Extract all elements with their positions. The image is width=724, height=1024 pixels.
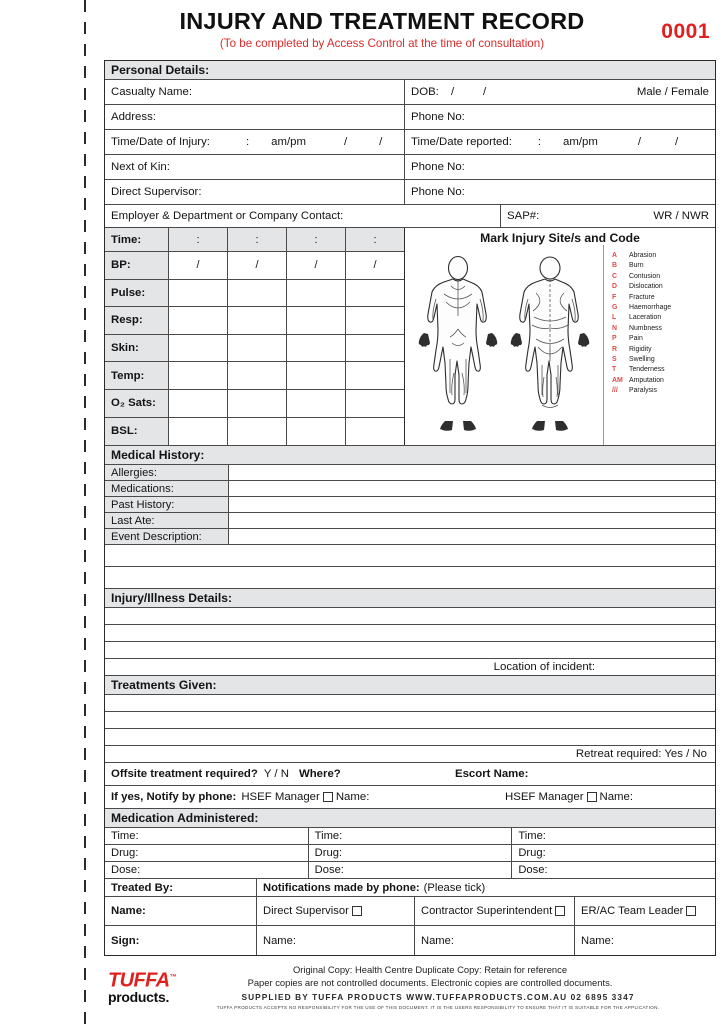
legend-code: L [612, 314, 617, 322]
reported-colon: : [537, 136, 542, 148]
body-figure-posterior-icon[interactable] [506, 255, 594, 435]
vitals-label-pulse: Pulse: [105, 280, 169, 307]
vitals-time-2[interactable]: : [228, 228, 287, 251]
legend-code: R [612, 345, 617, 353]
vitals-bsl-1[interactable] [169, 418, 228, 446]
row-notify-by-phone[interactable] [105, 786, 715, 809]
row-retreat-required[interactable] [105, 746, 715, 763]
label-past-history: Past History: [105, 497, 229, 512]
contact-name-1[interactable]: Name: [257, 926, 415, 955]
label-offsite-where: Where? [298, 768, 341, 781]
vitals-row-skin[interactable] [105, 335, 404, 363]
form-body [104, 60, 716, 956]
legend-item [612, 355, 715, 365]
legend-label: Tenderness [629, 366, 665, 374]
section-treatments-given: Treatments Given: [105, 676, 715, 695]
label-time-date-injury: Time/Date of Injury: [111, 136, 210, 148]
legend-label: Rigidity [629, 345, 652, 353]
vitals-bsl-3[interactable] [287, 418, 346, 446]
vitals-skin-1[interactable] [169, 335, 228, 362]
footer-copy-line: Original Copy: Health Centre Duplicate Copy: Retain for reference [292, 964, 568, 975]
vitals-pulse-3[interactable] [287, 280, 346, 307]
legend-code: C [612, 272, 617, 280]
vitals-row-resp[interactable] [105, 307, 404, 335]
label-hsef-name-1[interactable]: Name: [335, 791, 370, 804]
page-subtitle: (To be completed by Access Control at the time of consultation) [219, 37, 545, 50]
legend-label: Abrasion [629, 252, 657, 259]
vitals-label-bsl: BSL: [105, 418, 169, 446]
legend-item [612, 345, 715, 355]
injury-code-legend [603, 245, 715, 445]
legend-label: Swelling [629, 356, 655, 364]
row-treated-by-name[interactable] [105, 897, 715, 926]
label-time-date-reported: Time/Date reported: [411, 136, 512, 148]
contact-label-3: ER/AC Team Leader [581, 905, 684, 918]
dob-sep-2: / [483, 86, 487, 98]
legend-item [612, 313, 715, 323]
vitals-temp-2[interactable] [228, 362, 287, 389]
legend-item [612, 261, 715, 271]
footer-disclaimer: TUFFA PRODUCTS ACCEPTS NO RESPONSIBILITY FOR THE USE OF THIS DOCUMENT. IT IS THE USERS RESPONSIBILITY TO ENSURE THAT IT IS SUITABLE FOR THE APPLICATION. [216, 1005, 660, 1010]
vitals-bp-1[interactable]: / [169, 252, 228, 279]
vitals-row-bsl[interactable] [105, 418, 404, 446]
vitals-bp-3[interactable]: / [287, 252, 346, 279]
vitals-temp-4[interactable] [346, 362, 404, 389]
contact-name-2[interactable]: Name: [415, 926, 575, 955]
label-hsef-manager-2: HSEF Manager [505, 791, 584, 804]
body-map-caption: Mark Injury Site/s and Code [480, 231, 640, 245]
legend-label: Paralysis [629, 387, 657, 395]
body-figure-anterior-icon[interactable] [414, 255, 502, 435]
treatment-line-1[interactable] [105, 695, 715, 712]
document-footer [104, 963, 716, 1010]
vitals-bsl-4[interactable] [346, 418, 404, 446]
med-dose-3[interactable]: Dose: [518, 864, 548, 877]
field-phone-no-1[interactable]: Phone No: [411, 111, 465, 123]
legend-label: Pain [629, 335, 643, 343]
vitals-time-3[interactable]: : [287, 228, 346, 251]
legend-code: B [612, 262, 617, 270]
row-location-of-incident[interactable] [105, 659, 715, 676]
vitals-resp-1[interactable] [169, 307, 228, 334]
section-medication-administered: Medication Administered: [105, 809, 715, 828]
legend-item [612, 334, 715, 344]
reported-slash-2: / [675, 136, 679, 148]
row-medications[interactable] [105, 481, 715, 497]
contact-er-ac-team-leader[interactable] [575, 897, 715, 925]
field-employer[interactable]: Employer & Department or Company Contact: [105, 205, 501, 227]
legend-label: Amputation [629, 376, 664, 384]
label-sign[interactable]: Sign: [105, 926, 257, 955]
field-address[interactable]: Address: [105, 105, 405, 129]
serial-number: 0001 [661, 20, 710, 43]
injury-colon: : [245, 136, 250, 148]
label-offsite-question: Offsite treatment required? [111, 768, 258, 781]
row-direct-supervisor[interactable] [105, 180, 715, 205]
field-time-date-reported[interactable] [405, 130, 715, 154]
vitals-row-time[interactable] [105, 228, 404, 252]
input-medications[interactable] [229, 481, 715, 496]
vitals-label-temp: Temp: [105, 362, 169, 389]
body-map-panel [405, 228, 715, 445]
label-medications: Medications: [105, 481, 229, 496]
field-escort-name[interactable]: Escort Name: [455, 768, 529, 781]
row-address[interactable] [105, 105, 715, 130]
field-time-date-injury[interactable] [105, 130, 405, 154]
field-next-of-kin[interactable]: Next of Kin: [105, 155, 405, 179]
legend-item [612, 324, 715, 334]
vitals-resp-3[interactable] [287, 307, 346, 334]
vitals-resp-2[interactable] [228, 307, 287, 334]
med-time-1[interactable]: Time: [105, 828, 309, 844]
legend-label: Contusion [629, 272, 661, 280]
legend-item [612, 251, 715, 261]
vitals-temp-1[interactable] [169, 362, 228, 389]
logo-tuffa-text: TUFFA™ [108, 969, 176, 992]
med-drug-1[interactable]: Drug: [105, 845, 309, 861]
vitals-skin-3[interactable] [287, 335, 346, 362]
legend-code: A [612, 252, 617, 259]
vitals-bp-4[interactable]: / [373, 259, 377, 272]
injury-slash-2: / [379, 136, 383, 148]
legend-label: Fracture [629, 293, 655, 301]
legend-item [612, 365, 715, 375]
label-allergies: Allergies: [105, 465, 229, 480]
footer-controlled-line: Paper copies are not controlled documents. Electronic copies are controlled documents. [247, 977, 613, 988]
label-name[interactable]: Name: [105, 897, 257, 925]
vitals-pulse-1[interactable] [169, 280, 228, 307]
label-notify-by-phone: If yes, Notify by phone: [111, 791, 237, 804]
document-header [104, 8, 716, 50]
vitals-and-bodymap [105, 228, 715, 446]
injury-ampm: am/pm [271, 136, 306, 148]
vitals-pulse-2[interactable] [228, 280, 287, 307]
body-figures[interactable] [405, 245, 603, 445]
section-personal-details: Personal Details: [105, 61, 715, 80]
row-time-date-injury[interactable] [105, 130, 715, 155]
field-offsite-treatment[interactable] [105, 763, 449, 785]
injury-line-2[interactable] [105, 625, 715, 642]
injury-line-3[interactable] [105, 642, 715, 659]
checkbox-contractor-superintendent[interactable] [555, 906, 565, 916]
field-phone-no-2[interactable]: Phone No: [411, 161, 465, 173]
contact-label-2: Contractor Superintendent [421, 905, 553, 918]
field-dob-label: DOB: [411, 86, 439, 98]
vitals-table [105, 228, 405, 445]
vitals-temp-3[interactable] [287, 362, 346, 389]
legend-label: Dislocation [629, 283, 663, 291]
legend-code: T [612, 366, 617, 374]
legend-item [612, 293, 715, 303]
contact-direct-supervisor[interactable] [257, 897, 415, 925]
field-notify-hsef-1[interactable] [105, 786, 475, 808]
legend-code: D [612, 283, 617, 291]
med-time-2[interactable]: Time: [309, 828, 513, 844]
vitals-o2-3[interactable] [287, 390, 346, 417]
row-medication-time[interactable] [105, 828, 715, 845]
legend-label: Burn [629, 262, 644, 270]
field-wr-nwr[interactable]: WR / NWR [653, 210, 709, 222]
legend-code: G [612, 304, 618, 312]
section-injury-details: Injury/Illness Details: [105, 589, 715, 608]
row-offsite-treatment[interactable] [105, 763, 715, 786]
vitals-o2-2[interactable] [228, 390, 287, 417]
vitals-skin-2[interactable] [228, 335, 287, 362]
label-treated-by: Treated By: [105, 879, 257, 896]
legend-item [612, 376, 715, 386]
event-description-line-2[interactable] [105, 545, 715, 567]
treatment-line-2[interactable] [105, 712, 715, 729]
legend-item [612, 272, 715, 282]
section-medical-history: Medical History: [105, 446, 715, 465]
tuffa-logo [108, 969, 212, 1004]
vitals-bsl-2[interactable] [228, 418, 287, 446]
legend-code: F [612, 293, 617, 301]
legend-code: AM [612, 376, 623, 384]
med-drug-2[interactable]: Drug: [309, 845, 513, 861]
vitals-label-resp: Resp: [105, 307, 169, 334]
vitals-label-time: Time: [105, 228, 169, 251]
legend-label: Laceration [629, 314, 662, 322]
med-dose-2[interactable]: Dose: [309, 862, 513, 878]
legend-item [612, 303, 715, 313]
injury-slash-1: / [343, 136, 348, 148]
perforation-line [84, 0, 86, 1024]
offsite-yn[interactable]: Y / N [263, 768, 289, 781]
checkbox-hsef-manager-2[interactable] [587, 792, 597, 802]
treatment-line-3[interactable] [105, 729, 715, 746]
vitals-pulse-4[interactable] [346, 280, 404, 307]
contact-contractor-superintendent[interactable] [415, 897, 575, 925]
label-last-ate: Last Ate: [105, 513, 229, 528]
legend-code: S [612, 356, 617, 364]
med-time-3[interactable]: Time: [518, 830, 546, 843]
field-direct-supervisor[interactable]: Direct Supervisor: [105, 180, 405, 204]
vitals-label-skin: Skin: [105, 335, 169, 362]
row-next-of-kin[interactable] [105, 155, 715, 180]
row-treated-by-sign[interactable] [105, 926, 715, 955]
notifications-hint: (Please tick) [423, 881, 486, 894]
row-casualty-name[interactable] [105, 80, 715, 105]
contact-name-3[interactable]: Name: [581, 934, 614, 947]
logo-products-text: products. [108, 988, 170, 1005]
vitals-time-4[interactable]: : [346, 228, 404, 251]
legend-code: /// [612, 387, 618, 395]
notifications-heading: Notifications made by phone: [263, 881, 420, 894]
field-sap[interactable]: SAP#: [507, 210, 540, 222]
legend-code: N [612, 324, 617, 332]
event-description-line-3[interactable] [105, 567, 715, 589]
checkbox-hsef-manager-1[interactable] [323, 792, 333, 802]
vitals-bp-2[interactable]: / [228, 252, 287, 279]
row-treated-by-header [105, 879, 715, 897]
input-past-history[interactable] [229, 497, 715, 512]
vitals-label-bp: BP: [105, 252, 169, 279]
page-title: INJURY AND TREATMENT RECORD [179, 8, 585, 34]
label-retreat-required[interactable]: Retreat required: Yes / No [575, 748, 707, 761]
reported-ampm: am/pm [563, 136, 598, 148]
injury-line-1[interactable] [105, 608, 715, 625]
checkbox-er-ac-team-leader[interactable] [686, 906, 696, 916]
vitals-o2-1[interactable] [169, 390, 228, 417]
input-event-description[interactable] [229, 529, 715, 544]
vitals-row-pulse[interactable] [105, 280, 404, 308]
legend-item [612, 282, 715, 292]
vitals-skin-4[interactable] [346, 335, 404, 362]
row-event-description[interactable] [105, 529, 715, 545]
reported-slash-1: / [637, 136, 642, 148]
row-employer[interactable] [105, 205, 715, 228]
field-casualty-name[interactable]: Casualty Name: [105, 80, 405, 104]
vitals-row-o2-sats[interactable] [105, 390, 404, 418]
input-allergies[interactable] [229, 465, 715, 480]
med-dose-1[interactable]: Dose: [105, 862, 309, 878]
legend-item [612, 386, 715, 396]
field-notify-hsef-2[interactable] [475, 786, 715, 808]
row-allergies[interactable] [105, 465, 715, 481]
label-event-description: Event Description: [105, 529, 229, 544]
row-medication-dose[interactable] [105, 862, 715, 879]
med-drug-3[interactable]: Drug: [518, 847, 546, 860]
input-last-ate[interactable] [229, 513, 715, 528]
label-hsef-manager-1: HSEF Manager [241, 791, 320, 804]
label-location-of-incident: Location of incident: [493, 661, 595, 674]
footer-supplied-line: SUPPLIED BY TUFFA PRODUCTS WWW.TUFFAPRODUCTS.COM.AU 02 6895 3347 [241, 992, 635, 1002]
field-phone-no-3[interactable]: Phone No: [411, 186, 465, 198]
vitals-label-o2-sats: O₂ Sats: [105, 390, 169, 417]
field-gender[interactable]: Male / Female [636, 86, 709, 98]
vitals-row-temp[interactable] [105, 362, 404, 390]
label-notifications [257, 879, 715, 896]
legend-code: P [612, 335, 617, 343]
vitals-resp-4[interactable] [346, 307, 404, 334]
row-past-history[interactable] [105, 497, 715, 513]
dob-sep-1: / [451, 86, 455, 98]
row-last-ate[interactable] [105, 513, 715, 529]
label-hsef-name-2[interactable]: Name: [599, 791, 634, 804]
vitals-row-bp[interactable] [105, 252, 404, 280]
contact-label-1: Direct Supervisor [263, 905, 349, 918]
legend-label: Numbness [629, 324, 662, 332]
vitals-o2-4[interactable] [346, 390, 404, 417]
checkbox-direct-supervisor[interactable] [352, 906, 362, 916]
legend-label: Haemorrhage [629, 304, 672, 312]
row-medication-drug[interactable] [105, 845, 715, 862]
vitals-time-1[interactable]: : [169, 228, 228, 251]
